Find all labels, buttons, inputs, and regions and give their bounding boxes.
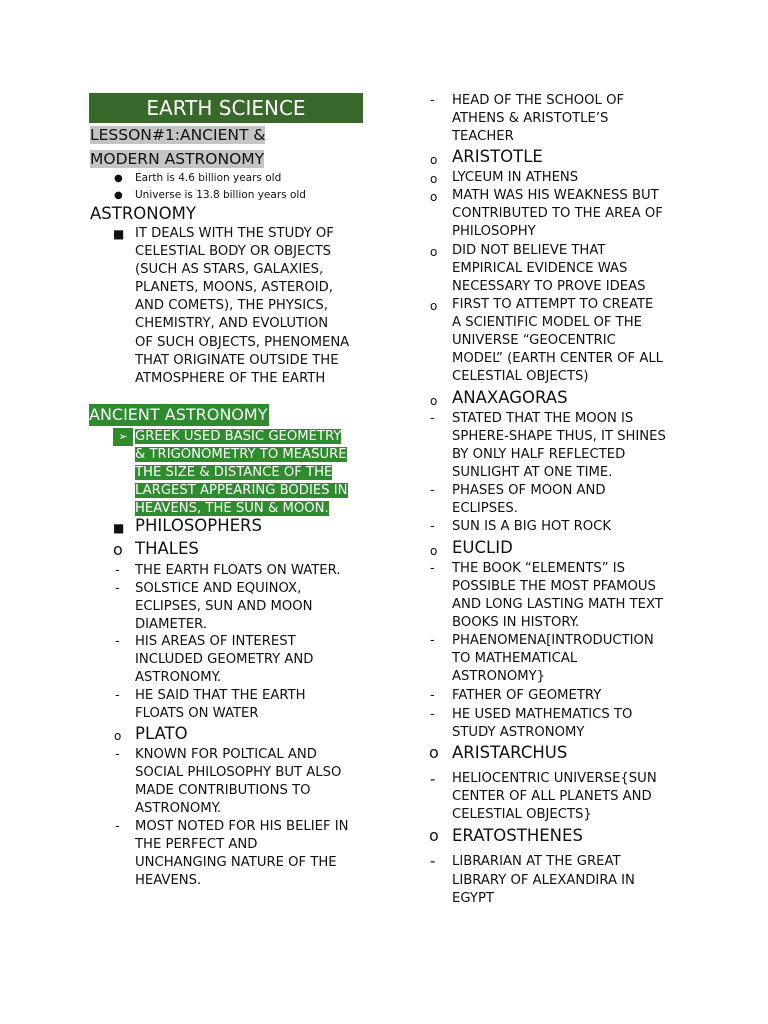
circle-bullet-icon: o	[429, 743, 439, 762]
aristotle-heading: ARISTOTLE	[452, 147, 543, 166]
bullet-dot-icon: ●	[114, 190, 123, 201]
ancient-astronomy-heading: ANCIENT ASTRONOMY	[89, 405, 268, 424]
dash-bullet-icon: -	[430, 688, 435, 703]
astronomy-definition: IT DEALS WITH THE STUDY OF CELESTIAL BODY OR OBJECTS (SUCH AS STARS, GALAXIES, PLANETS, MOONS, ASTEROID, AND COMETS), THE PHYSICS, CHEMISTRY, AND EVOLUTION OF SUCH OBJECTS, PHENOMENA THAT ORIGINATE OUTSIDE THE ATMOSPHERE OF THE EARTH	[135, 226, 350, 386]
thales-item: HE SAID THAT THE EARTH FLOATS ON WATER	[135, 688, 306, 722]
greek-geometry-note: GREEK USED BASIC GEOMETRY & TRIGONOMETRY TO MEASURE THE SIZE & DISTANCE OF THE LARGEST APPEARING BODIES IN HEAVENS, THE SUN & MOON.	[135, 429, 348, 517]
dash-bullet-icon: -	[430, 561, 435, 576]
aristotle-item: LYCEUM IN ATHENS	[452, 170, 579, 185]
dash-bullet-icon: -	[430, 519, 435, 534]
astronomy-heading: ASTRONOMY	[90, 204, 196, 223]
fact-universe-age: Universe is 13.8 billion years old	[135, 189, 306, 201]
square-bullet-icon: ■	[113, 227, 125, 241]
dash-bullet-icon: -	[115, 747, 120, 762]
circle-bullet-icon: o	[113, 540, 123, 559]
fact-earth-age: Earth is 4.6 billion years old	[135, 172, 282, 184]
bullet-dot-icon: ●	[114, 173, 123, 184]
aristotle-item: FIRST TO ATTEMPT TO CREATE A SCIENTIFIC MODEL OF THE UNIVERSE “GEOCENTRIC MODEL” (EARTH CENTER OF ALL CELESTIAL OBJECTS)	[452, 297, 664, 385]
dash-bullet-icon: -	[115, 688, 120, 703]
aristotle-item: MATH WAS HIS WEAKNESS BUT CONTRIBUTED TO THE AREA OF PHILOSOPHY	[452, 188, 663, 240]
dash-bullet-icon: -	[430, 770, 436, 788]
anaxagoras-item: PHASES OF MOON AND ECLIPSES.	[452, 483, 606, 517]
dash-bullet-icon: -	[115, 819, 120, 834]
circle-bullet-icon: o	[430, 172, 438, 186]
anaxagoras-item: STATED THAT THE MOON IS SPHERE-SHAPE THUS, IT SHINES BY ONLY HALF REFLECTED SUNLIGHT AT ONE TIME.	[452, 411, 666, 481]
thales-item: SOLSTICE AND EQUINOX, ECLIPSES, SUN AND MOON DIAMETER.	[135, 581, 313, 633]
dash-bullet-icon: -	[430, 483, 435, 498]
aristarchus-item: HELIOCENTRIC UNIVERSE{SUN CENTER OF ALL PLANETS AND CELESTIAL OBJECTS}	[452, 771, 657, 823]
arrow-bullet-icon: ➢	[113, 428, 133, 446]
dash-bullet-icon: -	[430, 411, 435, 426]
euclid-item: THE BOOK “ELEMENTS” IS POSSIBLE THE MOST PFAMOUS AND LONG LASTING MATH TEXT BOOKS IN HISTORY.	[452, 561, 663, 631]
thales-heading: THALES	[135, 539, 199, 558]
plato-item: KNOWN FOR POLTICAL AND SOCIAL PHILOSOPHY BUT ALSO MADE CONTRIBUTIONS TO ASTRONOMY.	[135, 747, 342, 817]
circle-bullet-icon: o	[430, 394, 438, 408]
eratosthenes-item: LIBRARIAN AT THE GREAT LIBRARY OF ALEXANDIRA IN EGYPT	[452, 854, 635, 907]
lesson-title-line: LESSON#1:ANCIENT &	[90, 126, 266, 144]
euclid-heading: EUCLID	[452, 538, 513, 557]
circle-bullet-icon: o	[430, 544, 438, 558]
dash-bullet-icon: -	[430, 633, 435, 648]
euclid-item: HE USED MATHEMATICS TO STUDY ASTRONOMY	[452, 707, 633, 741]
thales-item: HIS AREAS OF INTEREST INCLUDED GEOMETRY AND ASTRONOMY.	[135, 634, 314, 686]
square-bullet-icon: ■	[113, 521, 125, 535]
euclid-item: FATHER OF GEOMETRY	[452, 688, 602, 703]
dash-bullet-icon: -	[430, 707, 435, 722]
philosophers-heading: PHILOSOPHERS	[135, 516, 262, 535]
plato-heading: PLATO	[135, 724, 188, 743]
circle-bullet-icon: o	[430, 190, 438, 204]
dash-bullet-icon: -	[430, 93, 435, 108]
dash-bullet-icon: -	[430, 852, 436, 870]
lesson-title	[90, 124, 265, 171]
circle-bullet-icon: o	[430, 245, 438, 259]
dash-bullet-icon: -	[115, 634, 120, 649]
page-title: EARTH SCIENCE	[89, 93, 363, 123]
thales-item: THE EARTH FLOATS ON WATER.	[135, 563, 341, 578]
anaxagoras-heading: ANAXAGORAS	[452, 388, 568, 407]
aristarchus-heading: ARISTARCHUS	[452, 743, 568, 762]
anaxagoras-item: SUN IS A BIG HOT ROCK	[452, 519, 612, 534]
dash-bullet-icon: -	[115, 581, 120, 596]
circle-bullet-icon: o	[430, 299, 438, 313]
eratosthenes-heading: ERATOSTHENES	[452, 826, 583, 845]
aristotle-item: DID NOT BELIEVE THAT EMPIRICAL EVIDENCE WAS NECESSARY TO PROVE IDEAS	[452, 243, 646, 295]
lesson-title-line: MODERN ASTRONOMY	[90, 149, 265, 168]
euclid-item: PHAENOMENA[INTRODUCTION TO MATHEMATICAL ASTRONOMY}	[452, 633, 654, 685]
circle-bullet-icon: o	[430, 153, 438, 167]
circle-bullet-icon: o	[114, 729, 122, 743]
plato-item-continued: HEAD OF THE SCHOOL OF ATHENS & ARISTOTLE’S TEACHER	[452, 93, 625, 145]
plato-item: MOST NOTED FOR HIS BELIEF IN THE PERFECT AND UNCHANGING NATURE OF THE HEAVENS.	[135, 819, 349, 889]
dash-bullet-icon: -	[115, 563, 120, 578]
circle-bullet-icon: o	[429, 826, 439, 845]
